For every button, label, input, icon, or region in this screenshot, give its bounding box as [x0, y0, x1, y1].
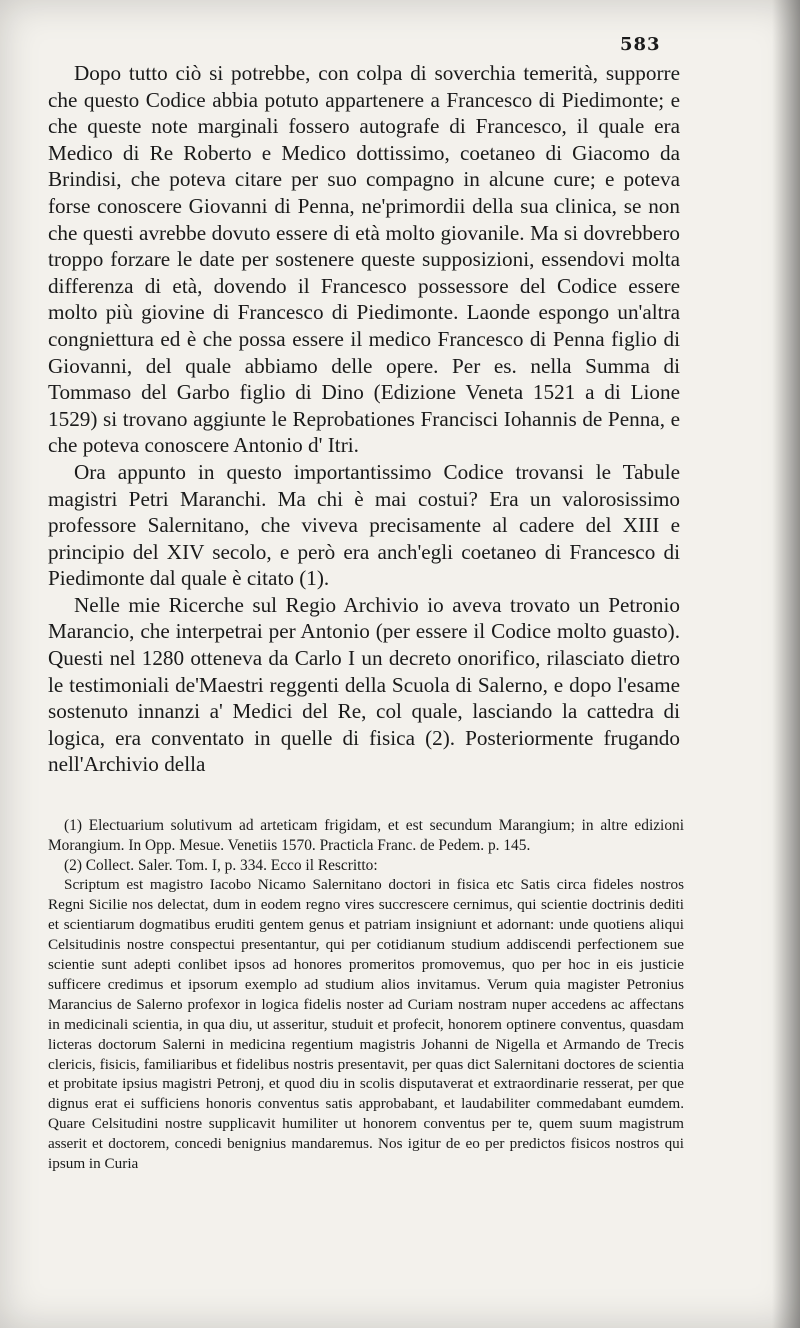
page-edge-shadow — [772, 0, 800, 1328]
footnote: (2) Collect. Saler. Tom. I, p. 334. Ecco il Rescritto: — [64, 856, 378, 874]
paragraph: Nelle mie Ricerche sul Regio Archivio io aveva trovato un Petronio Marancio, che interpetrai per Antonio (per essere il Codice molto guasto). Questi nel 1280 otteneva da Carlo I un decreto onorifico, rilasciato dietro le testimoniali de'Maestri reggenti della Scuola di Salerno, e dopo l'esame sostenuto innanzi a' Medici del Re, col quale, lasciando la cattedra di logica, era conventato in quelle di fisica (2). Posteriormente frugando nell'Archivio della — [48, 592, 680, 777]
main-text — [48, 60, 680, 778]
paragraph: Dopo tutto ciò si potrebbe, con colpa di soverchia temerità, supporre che questo Codice abbia potuto appartenere a Francesco di Piedimonte; e che queste note marginali fossero autografe di Francesco, il quale era Medico di Re Roberto e Medico dottissimo, coetaneo di Giacomo da Brindisi, che poteva citare per suo compagno in alcune cure; e poteva forse conoscere Giovanni di Penna, ne'primordii della sua clinica, se non che questi avrebbe dovuto essere di età molto giovanile. Ma si dovrebbero troppo forzare le date per sostenere queste supposizioni, essendovi molta differenza di età, dovendo il Francesco possessore del Codice essere molto più giovine di Francesco di Piedimonte. Laonde espongo un'altra congniettura ed è che possa essere il medico Francesco di Penna figlio di Giovanni, del quale abbiamo delle opere. Per es. nella Summa di Tommaso del Garbo figlio di Dino (Edizione Veneta 1521 a di Lione 1529) si trovano aggiunte le Reprobationes Francisci Iohannis de Penna, e che poteva conoscere Antonio d' Itri. — [48, 61, 680, 458]
footnotes — [48, 816, 684, 1174]
footnote-quotation: Scriptum est magistro Iacobo Nicamo Salernitano doctori in fisica etc Satis circa fideles nostros Regni Sicilie nos delectat, dum in eodem regno vires succrescere cernimus, qui scientie doctrinis dediti et scientiarum dogmatibus eruditi gentem genus et patriam insigniunt et adornant: unde quotiens aliqui Celsitudinis nostre conspectui presentantur, qui per cotidianum studium addiscendi perfectionem sue scientie sunt adepti conlibet ipsos ad honores promeritos promovemus, quo per hoc in eis justicie sufficere credimus et ipsorum exemplo ad studium alios invitamus. Verum quia magister Petronius Marancius de Salerno profexor in logica fidelis noster ad Curiam nostram nuper accedens ac affectans in medicinali scientia, in qua diu, ut asseritur, studuit et profecit, honorem optinere conventus, quasdam licteras doctorum Salerni in medicina regentium magistris Johanni de Nigella et Armando de Trecis clericis, fisicis, familiaribus et fidelibus nostris presentavit, per quas dict Salernitani doctores de scientia et probitate ipsius magistri Petronj, et quod diu in scolis disputaverat et extraordinarie resserat, per que dignus erat ei sufficiens honoris conventus satis approbabant, et laudabiliter commedabant eumdem. Quare Celsitudini nostre supplicavit humiliter ut honorem conventus per te, quem suum magistrum asserit et doctorem, concedi benignius mandaremus. Nos igitur de eo per predictos fisicos nostros qui ipsum in Curia — [48, 876, 684, 1173]
footnote: (1) Electuarium solutivum ad arteticam frigidam, et est secundum Marangium; in altre edizioni Morangium. In Opp. Mesue. Venetiis 1570. Practicla Franc. de Pedem. p. 145. — [48, 817, 684, 854]
page-number: 583 — [620, 34, 661, 55]
paragraph: Ora appunto in questo importantissimo Codice trovansi le Tabule magistri Petri Maranchi. Ma chi è mai costui? Era un valorosissimo professore Salernitano, che viveva precisamente al cadere del XIII e principio del XIV secolo, e però era anch'egli coetaneo di Francesco di Piedimonte dal quale è citato (1). — [48, 459, 680, 591]
